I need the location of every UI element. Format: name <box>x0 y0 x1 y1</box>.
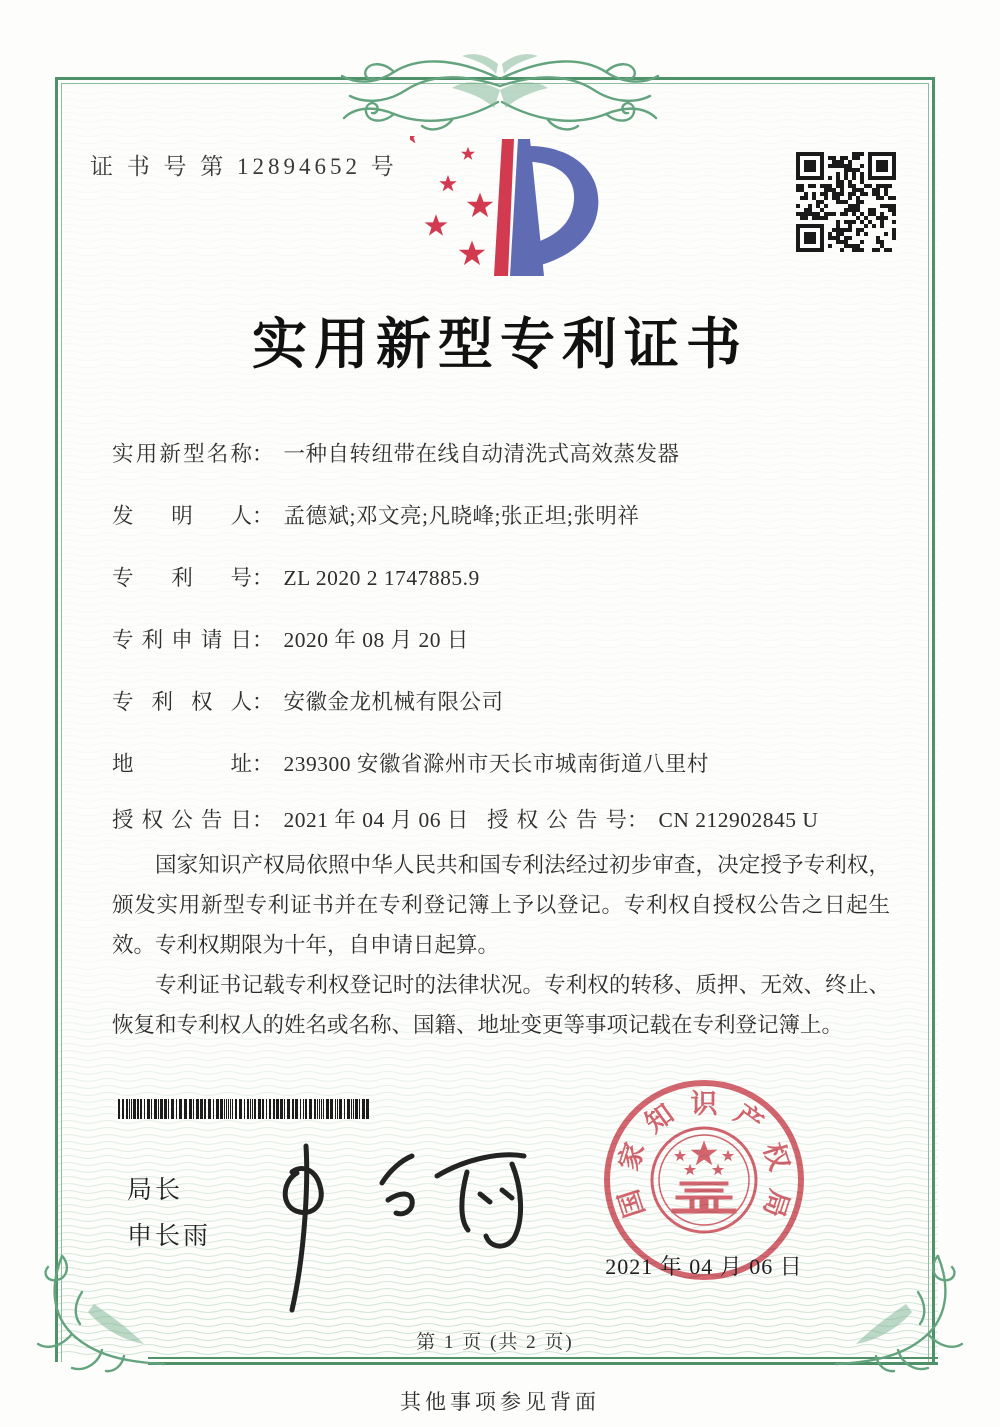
logo-stars <box>410 136 419 143</box>
field-label: 发明人 <box>112 504 252 528</box>
field-label: 专利权人 <box>112 690 252 714</box>
seal-ring-char: 局 <box>757 1186 795 1221</box>
director-title: 局长 <box>127 1176 184 1204</box>
page-number: 第 1 页 (共 2 页) <box>416 1332 574 1353</box>
field-value: 2020 年 08 月 20 日 <box>283 628 469 652</box>
bottom-left-flourish <box>28 1252 168 1387</box>
field-colon: ： <box>252 690 274 714</box>
certificate-title: 实用新型专利证书 <box>251 314 748 375</box>
field-value: 安徽金龙机械有限公司 <box>283 690 504 714</box>
field-value: 239300 安徽省滁州市天长市城南街道八里村 <box>283 752 709 776</box>
field-label: 专利号 <box>112 566 252 590</box>
grant-number-value: CN 212902845 U <box>658 808 819 832</box>
grant-date-value: 2021 年 04 月 06 日 <box>283 808 469 832</box>
cnipa-logo <box>410 136 615 288</box>
director-signature <box>262 1128 542 1318</box>
field-value: ZL 2020 2 1747885.9 <box>283 566 480 590</box>
director-name: 申长雨 <box>127 1222 212 1250</box>
certificate-number: 证 书 号 第 12894652 号 <box>90 154 398 179</box>
grant-date-label: 授权公告日 <box>112 808 252 832</box>
seal-ring-char: 知 <box>639 1098 680 1139</box>
back-side-note: 其他事项参见背面 <box>400 1390 600 1414</box>
field-row-utility-model-name <box>112 437 922 468</box>
field-colon: ： <box>627 808 649 832</box>
top-flourish-ornament <box>332 36 668 144</box>
field-label: 专利申请日 <box>112 628 252 652</box>
field-colon: ： <box>252 566 274 590</box>
legal-paragraph: 专利证书记载专利权登记时的法律状况。专利权的转移、质押、无效、终止、恢复和专利权人的姓名或名称、国籍、地址变更等事项记载在专利登记簿上。 <box>112 973 890 1037</box>
seal-ring-char: 权 <box>757 1139 795 1174</box>
field-colon: ： <box>252 628 274 652</box>
field-colon: ： <box>252 504 274 528</box>
grant-number-pair <box>487 803 818 834</box>
field-row-patent-number <box>112 561 922 592</box>
field-label: 地址 <box>112 752 252 776</box>
field-value: 孟德斌;邓文亮;凡晓峰;张正坦;张明祥 <box>283 504 640 528</box>
seal-ring-char: 国 <box>613 1186 651 1221</box>
field-value: 一种自转纽带在线自动清洗式高效蒸发器 <box>283 442 680 466</box>
field-row-patentee <box>112 685 922 716</box>
field-row-filing-date <box>112 623 922 654</box>
seal-ring-char: 识 <box>690 1089 718 1119</box>
seal-ring-char: 家 <box>613 1139 651 1174</box>
grant-row <box>112 803 922 834</box>
grant-number-label: 授权公告号 <box>487 808 627 832</box>
field-colon: ： <box>252 442 274 466</box>
field-colon: ： <box>252 752 274 776</box>
legal-paragraph: 国家知识产权局依照中华人民共和国专利法经过初步审查，决定授予专利权，颁发实用新型专利证书并在专利登记簿上予以登记。专利权自授权公告之日起生效。专利权期限为十年，自申请日起算。 <box>112 853 890 957</box>
field-row-inventors <box>112 499 922 530</box>
legal-paragraphs <box>112 845 890 1045</box>
field-colon: ： <box>252 808 274 832</box>
barcode <box>118 1099 374 1119</box>
logo-red-wedge <box>494 139 514 276</box>
field-row-address <box>112 747 922 778</box>
footer-divider <box>148 1357 938 1365</box>
seal-ring-char: 产 <box>728 1098 769 1139</box>
field-label: 实用新型名称 <box>112 442 252 466</box>
bottom-right-flourish <box>832 1252 972 1387</box>
qr-code <box>796 152 896 252</box>
seal-date: 2021 年 04 月 06 日 <box>605 1254 803 1279</box>
